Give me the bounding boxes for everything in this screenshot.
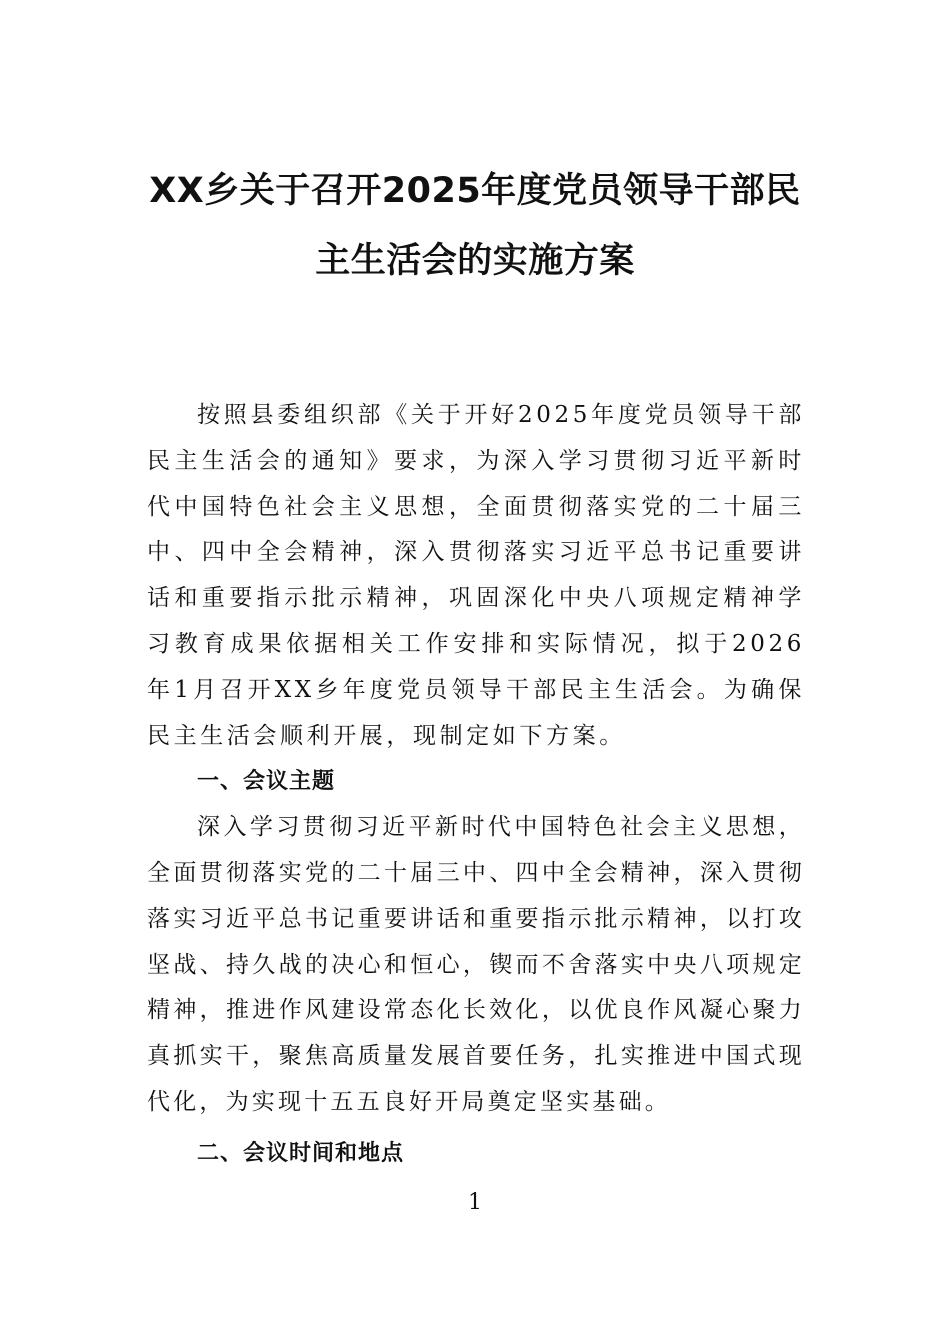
page-number: 1 (468, 1190, 482, 1215)
section-2-heading: 二、会议时间和地点 (197, 1140, 405, 1166)
title-line-2: 主生活会的实施方案 (315, 241, 635, 281)
document-title (100, 168, 850, 284)
section-1-heading: 一、会议主题 (197, 769, 336, 795)
intro-paragraph: 按照县委组织部《关于开好2025年度党员领导干部民主生活会的通知》要求，为深入学习贯彻习近平新时代中国特色社会主义思想，全面贯彻落实党的二十届三中、四中全会精神，深入贯彻落实习近平总书记重要讲话和重要指示批示精神，巩固深化中央八项规定精神学习教育成果依据相关工作安排和实际情况，拟于2026年1月召开XX乡年度党员领导干部民主生活会。为确保民主生活会顺利开展，现制定如下方案。 (147, 402, 805, 749)
document-body (147, 393, 805, 1177)
section-1-paragraph: 深入学习贯彻习近平新时代中国特色社会主义思想，全面贯彻落实党的二十届三中、四中全会精神，深入贯彻落实习近平总书记重要讲话和重要指示批示精神，以打攻坚战、持久战的决心和恒心，锲而不舍落实中央八项规定精神，推进作风建设常态化长效化，以优良作风凝心聚力真抓实干，聚焦高质量发展首要任务，扎实推进中国式现代化，为实现十五五良好开局奠定坚实基础。 (147, 814, 805, 1115)
title-line-1: XX乡关于召开2025年度党员领导干部民 (149, 171, 801, 211)
